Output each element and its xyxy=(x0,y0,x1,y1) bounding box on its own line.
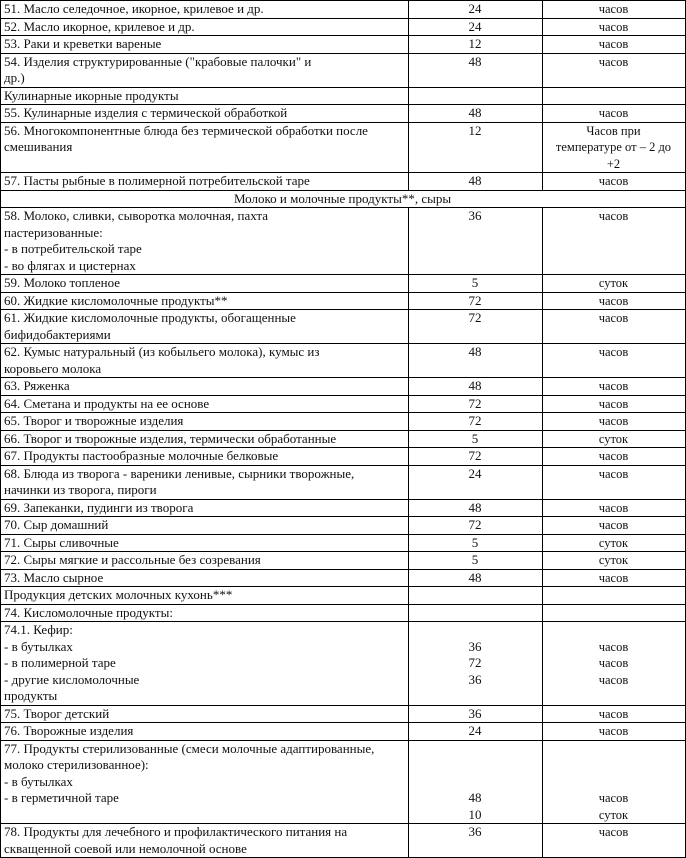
shelf-life-value-cell: 72 xyxy=(409,310,543,344)
shelf-life-unit-cell xyxy=(543,604,686,622)
shelf-life-value-cell: 72 xyxy=(409,292,543,310)
shelf-life-unit-cell: часов xyxy=(543,1,686,19)
shelf-life-unit-cell: часов xyxy=(543,824,686,858)
shelf-life-unit-cell: часов суток xyxy=(543,740,686,824)
shelf-life-value-cell: 48 10 xyxy=(409,740,543,824)
table-row xyxy=(1,824,686,858)
product-name-cell: Кулинарные икорные продукты xyxy=(1,87,409,105)
product-name-cell: 68. Блюда из творога - вареники ленивые, сырники творожные, начинки из творога, пироги xyxy=(1,465,409,499)
shelf-life-unit-cell: суток xyxy=(543,430,686,448)
shelf-life-value-cell: 12 xyxy=(409,122,543,173)
product-name-cell: Продукция детских молочных кухонь*** xyxy=(1,587,409,605)
shelf-life-unit-cell: часов xyxy=(543,105,686,123)
product-name-cell: 58. Молоко, сливки, сыворотка молочная, пахта пастеризованные: - в потребительской таре - во флягах и цистернах xyxy=(1,208,409,275)
product-name-cell: 62. Кумыс натуральный (из кобыльего молока), кумыс из коровьего молока xyxy=(1,344,409,378)
shelf-life-unit-cell: часов xyxy=(543,344,686,378)
table-row xyxy=(1,569,686,587)
shelf-life-value-cell: 48 xyxy=(409,173,543,191)
shelf-life-value-cell: 5 xyxy=(409,534,543,552)
table-row xyxy=(1,517,686,535)
product-name-cell: 64. Сметана и продукты на ее основе xyxy=(1,395,409,413)
product-name-cell: 74. Кисломолочные продукты: xyxy=(1,604,409,622)
shelf-life-value-cell xyxy=(409,604,543,622)
table-row xyxy=(1,448,686,466)
shelf-life-value-cell xyxy=(409,87,543,105)
product-name-cell: 70. Сыр домашний xyxy=(1,517,409,535)
shelf-life-value-cell: 36 xyxy=(409,824,543,858)
table-row xyxy=(1,87,686,105)
table-row xyxy=(1,587,686,605)
shelf-life-unit-cell: часов xyxy=(543,378,686,396)
table-row xyxy=(1,378,686,396)
table-row xyxy=(1,740,686,824)
table-row xyxy=(1,173,686,191)
product-name-cell: 56. Многокомпонентные блюда без термической обработки после смешивания xyxy=(1,122,409,173)
shelf-life-unit-cell: часов xyxy=(543,723,686,741)
shelf-life-unit-cell: часов xyxy=(543,448,686,466)
shelf-life-unit-cell: часов xyxy=(543,208,686,275)
product-name-cell: 65. Творог и творожные изделия xyxy=(1,413,409,431)
product-name-cell: 75. Творог детский xyxy=(1,705,409,723)
shelf-life-value-cell: 24 xyxy=(409,1,543,19)
table-row xyxy=(1,622,686,706)
shelf-life-unit-cell: часов xyxy=(543,499,686,517)
shelf-life-value-cell: 36 xyxy=(409,208,543,275)
table-row xyxy=(1,705,686,723)
shelf-life-unit-cell: суток xyxy=(543,552,686,570)
product-name-cell: 67. Продукты пастообразные молочные белковые xyxy=(1,448,409,466)
product-name-cell: 53. Раки и креветки вареные xyxy=(1,36,409,54)
shelf-life-value-cell: 24 xyxy=(409,723,543,741)
section-title: Молоко и молочные продукты**, сыры xyxy=(1,190,686,208)
shelf-life-unit-cell: часов xyxy=(543,310,686,344)
shelf-life-unit-cell: Часов при температуре от – 2 до +2 xyxy=(543,122,686,173)
shelf-life-unit-cell: часов часов часов xyxy=(543,622,686,706)
product-name-cell: 57. Пасты рыбные в полимерной потребительской таре xyxy=(1,173,409,191)
shelf-life-value-cell: 24 xyxy=(409,18,543,36)
shelf-life-value-cell: 48 xyxy=(409,344,543,378)
product-name-cell: 51. Масло селедочное, икорное, крилевое и др. xyxy=(1,1,409,19)
shelf-life-value-cell: 36 72 36 xyxy=(409,622,543,706)
shelf-life-value-cell: 48 xyxy=(409,105,543,123)
table-row xyxy=(1,208,686,275)
shelf-life-unit-cell: суток xyxy=(543,275,686,293)
table-row xyxy=(1,430,686,448)
shelf-life-value-cell: 72 xyxy=(409,395,543,413)
product-name-cell: 73. Масло сырное xyxy=(1,569,409,587)
product-name-cell: 54. Изделия структурированные ("крабовые палочки" и др.) xyxy=(1,53,409,87)
shelf-life-unit-cell: часов xyxy=(543,569,686,587)
shelf-life-unit-cell: часов xyxy=(543,395,686,413)
product-name-cell: 69. Запеканки, пудинги из творога xyxy=(1,499,409,517)
product-name-cell: 60. Жидкие кисломолочные продукты** xyxy=(1,292,409,310)
table-row xyxy=(1,499,686,517)
shelf-life-value-cell: 48 xyxy=(409,499,543,517)
shelf-life-unit-cell: часов xyxy=(543,53,686,87)
table-row xyxy=(1,105,686,123)
product-name-cell: 71. Сыры сливочные xyxy=(1,534,409,552)
shelf-life-unit-cell: часов xyxy=(543,465,686,499)
product-name-cell: 72. Сыры мягкие и рассольные без созревания xyxy=(1,552,409,570)
product-name-cell: 76. Творожные изделия xyxy=(1,723,409,741)
table-row xyxy=(1,122,686,173)
shelf-life-value-cell: 72 xyxy=(409,517,543,535)
shelf-life-unit-cell xyxy=(543,587,686,605)
shelf-life-unit-cell: суток xyxy=(543,534,686,552)
section-header-row xyxy=(1,190,686,208)
table-row xyxy=(1,395,686,413)
table-row xyxy=(1,53,686,87)
product-name-cell: 77. Продукты стерилизованные (смеси молочные адаптированные, молоко стерилизованное): - в бутылках - в герметичной таре xyxy=(1,740,409,824)
product-name-cell: 74.1. Кефир: - в бутылках - в полимерной таре - другие кисломолочные продукты xyxy=(1,622,409,706)
table-row xyxy=(1,552,686,570)
shelf-life-value-cell xyxy=(409,587,543,605)
shelf-life-value-cell: 5 xyxy=(409,430,543,448)
shelf-life-value-cell: 36 xyxy=(409,705,543,723)
shelf-life-unit-cell: часов xyxy=(543,173,686,191)
shelf-life-value-cell: 5 xyxy=(409,552,543,570)
shelf-life-value-cell: 5 xyxy=(409,275,543,293)
shelf-life-unit-cell: часов xyxy=(543,36,686,54)
table-row xyxy=(1,292,686,310)
table-row xyxy=(1,344,686,378)
shelf-life-unit-cell: часов xyxy=(543,292,686,310)
table-row xyxy=(1,534,686,552)
table-row xyxy=(1,1,686,19)
shelf-life-value-cell: 48 xyxy=(409,53,543,87)
table-row xyxy=(1,36,686,54)
shelf-life-value-cell: 72 xyxy=(409,413,543,431)
shelf-life-unit-cell: часов xyxy=(543,517,686,535)
product-name-cell: 55. Кулинарные изделия с термической обработкой xyxy=(1,105,409,123)
shelf-life-value-cell: 12 xyxy=(409,36,543,54)
shelf-life-unit-cell: часов xyxy=(543,18,686,36)
product-name-cell: 61. Жидкие кисломолочные продукты, обогащенные бифидобактериями xyxy=(1,310,409,344)
product-name-cell: 63. Ряженка xyxy=(1,378,409,396)
shelf-life-value-cell: 48 xyxy=(409,569,543,587)
table-body xyxy=(1,1,686,858)
product-name-cell: 52. Масло икорное, крилевое и др. xyxy=(1,18,409,36)
shelf-life-unit-cell: часов xyxy=(543,705,686,723)
product-name-cell: 59. Молоко топленое xyxy=(1,275,409,293)
table-row xyxy=(1,604,686,622)
shelf-life-unit-cell: часов xyxy=(543,413,686,431)
shelf-life-unit-cell xyxy=(543,87,686,105)
table-row xyxy=(1,413,686,431)
table-row xyxy=(1,310,686,344)
table-row xyxy=(1,723,686,741)
table-row xyxy=(1,275,686,293)
table-row xyxy=(1,18,686,36)
shelf-life-value-cell: 48 xyxy=(409,378,543,396)
product-name-cell: 66. Творог и творожные изделия, термически обработанные xyxy=(1,430,409,448)
shelf-life-value-cell: 24 xyxy=(409,465,543,499)
shelf-life-value-cell: 72 xyxy=(409,448,543,466)
table-row xyxy=(1,465,686,499)
product-name-cell: 78. Продукты для лечебного и профилактического питания на скващенной соевой или немолочной основе xyxy=(1,824,409,858)
